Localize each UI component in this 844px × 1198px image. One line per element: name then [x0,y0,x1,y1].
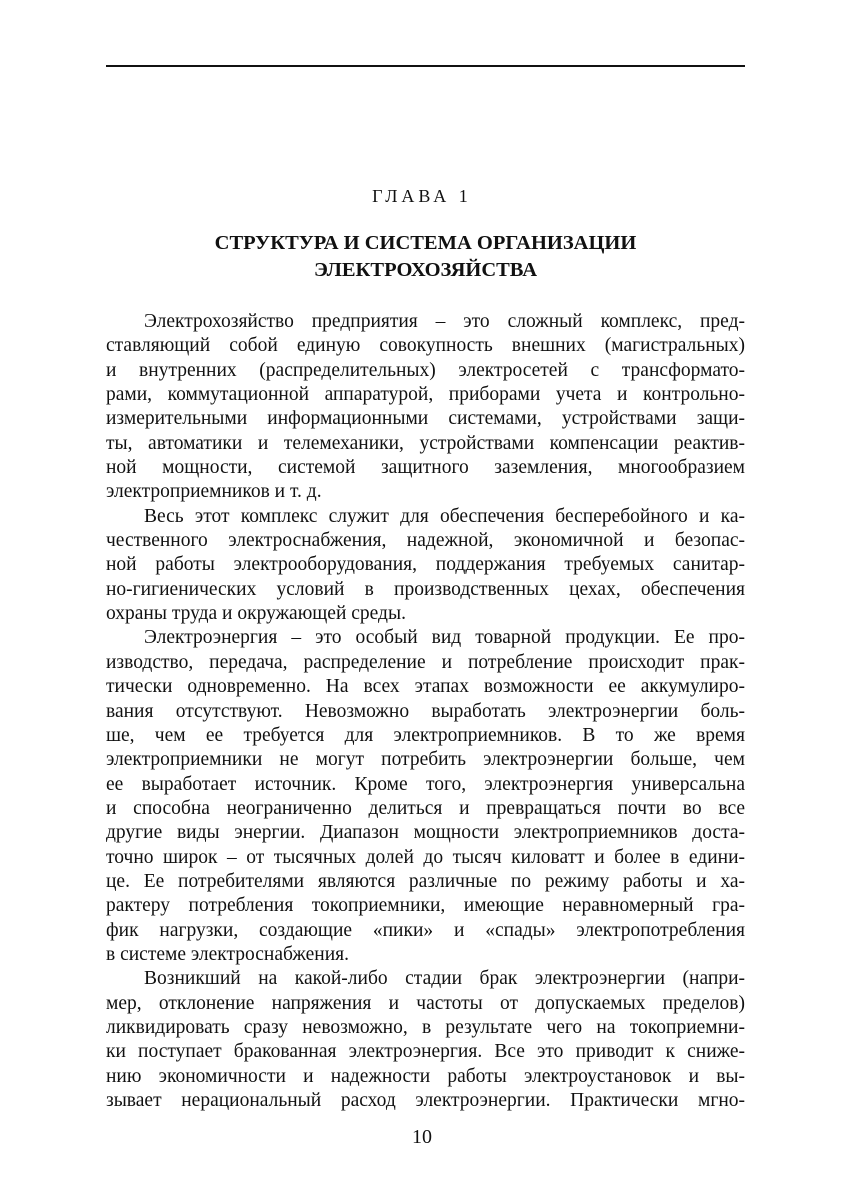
text-line: фик нагрузки, создающие «пики» и «спады» электропотребления [106,919,745,941]
text-line: и внутренних (распределительных) электросетей с трансформато- [106,359,745,381]
text-line: электроприемники не могут потребить электроэнергии больше, чем [106,749,745,771]
text-line: це. Ее потребителями являются различные по режиму работы и ха- [106,870,745,892]
text-line: ки поступает бракованная электроэнергия. Все это приводит к сниже- [106,1041,745,1063]
text-line: ше, чем ее требуется для электроприемников. В то же время [106,724,745,746]
text-line: ставляющий собой единую совокупность внешних (магистральных) [106,335,745,357]
text-line: рами, коммутационной аппаратурой, приборами учета и контрольно- [106,384,745,406]
text-line: Возникший на какой-либо стадии брак электроэнергии (напри- [144,968,745,990]
chapter-title-line-2: ЭЛЕКТРОХОЗЯЙСТВА [313,259,537,281]
text-line: ной мощности, системой защитного заземления, многообразием [106,457,745,479]
text-line: Электрохозяйство предприятия – это сложный комплекс, пред- [144,311,745,332]
header-rule [106,65,745,67]
text-line: мер, отклонение напряжения и частоты от допускаемых пределов) [106,992,745,1014]
text-line: Весь этот комплекс служит для обеспечения бесперебойного и ка- [144,505,745,527]
text-line: изводство, передача, распределение и потребление происходит прак- [106,651,745,673]
page-number: 10 [412,1126,432,1148]
text-line: ликвидировать сразу невозможно, в результате чего на токоприемни- [106,1016,745,1038]
text-line: измерительными информационными системами, устройствами защи- [106,408,745,430]
paragraph-3 [106,626,745,967]
text-line: но-гигиенических условий в производственных цехах, обеспечения [106,578,745,600]
text-line: и способна неограниченно делиться и превращаться почти во все [106,797,745,819]
chapter-title [106,230,745,284]
text-line: рактеру потребления токоприемники, имеющие неравномерный гра- [106,895,745,917]
text-line: ты, автоматики и телемеханики, устройствами компенсации реактив- [106,432,745,454]
text-line: чественного электроснабжения, надежной, экономичной и безопас- [106,530,745,552]
text-line: ной работы электрооборудования, поддержания требуемых санитар- [106,554,745,576]
text-line: охраны труда и окружающей среды. [106,603,406,625]
text-line: тически одновременно. На всех этапах возможности ее аккумулиро- [106,676,745,698]
body-text [106,310,745,1113]
paragraph-4 [106,967,745,1113]
text-line: точно широк – от тысячных долей до тысяч киловатт и более в едини- [106,846,745,868]
text-line: нию экономичности и надежности работы электроустановок и вы- [106,1065,745,1087]
text-line: Электроэнергия – это особый вид товарной продукции. Ее про- [144,627,745,649]
chapter-label: ГЛАВА 1 [372,186,472,206]
text-line: зывает нерациональный расход электроэнергии. Практически мгно- [106,1090,745,1111]
paragraph-2 [106,505,745,627]
text-line: электроприемников и т. д. [106,481,322,503]
paragraph-1 [106,310,745,505]
text-line: ее выработает источник. Кроме того, электроэнергия универсальна [106,773,745,795]
text-line: вания отсутствуют. Невозможно выработать электроэнергии боль- [106,700,745,722]
chapter-title-line-1: СТРУКТУРА И СИСТЕМА ОРГАНИЗАЦИИ [214,232,637,254]
text-line: другие виды энергии. Диапазон мощности электроприемников доста- [106,822,745,844]
text-line: в системе электроснабжения. [106,943,350,965]
